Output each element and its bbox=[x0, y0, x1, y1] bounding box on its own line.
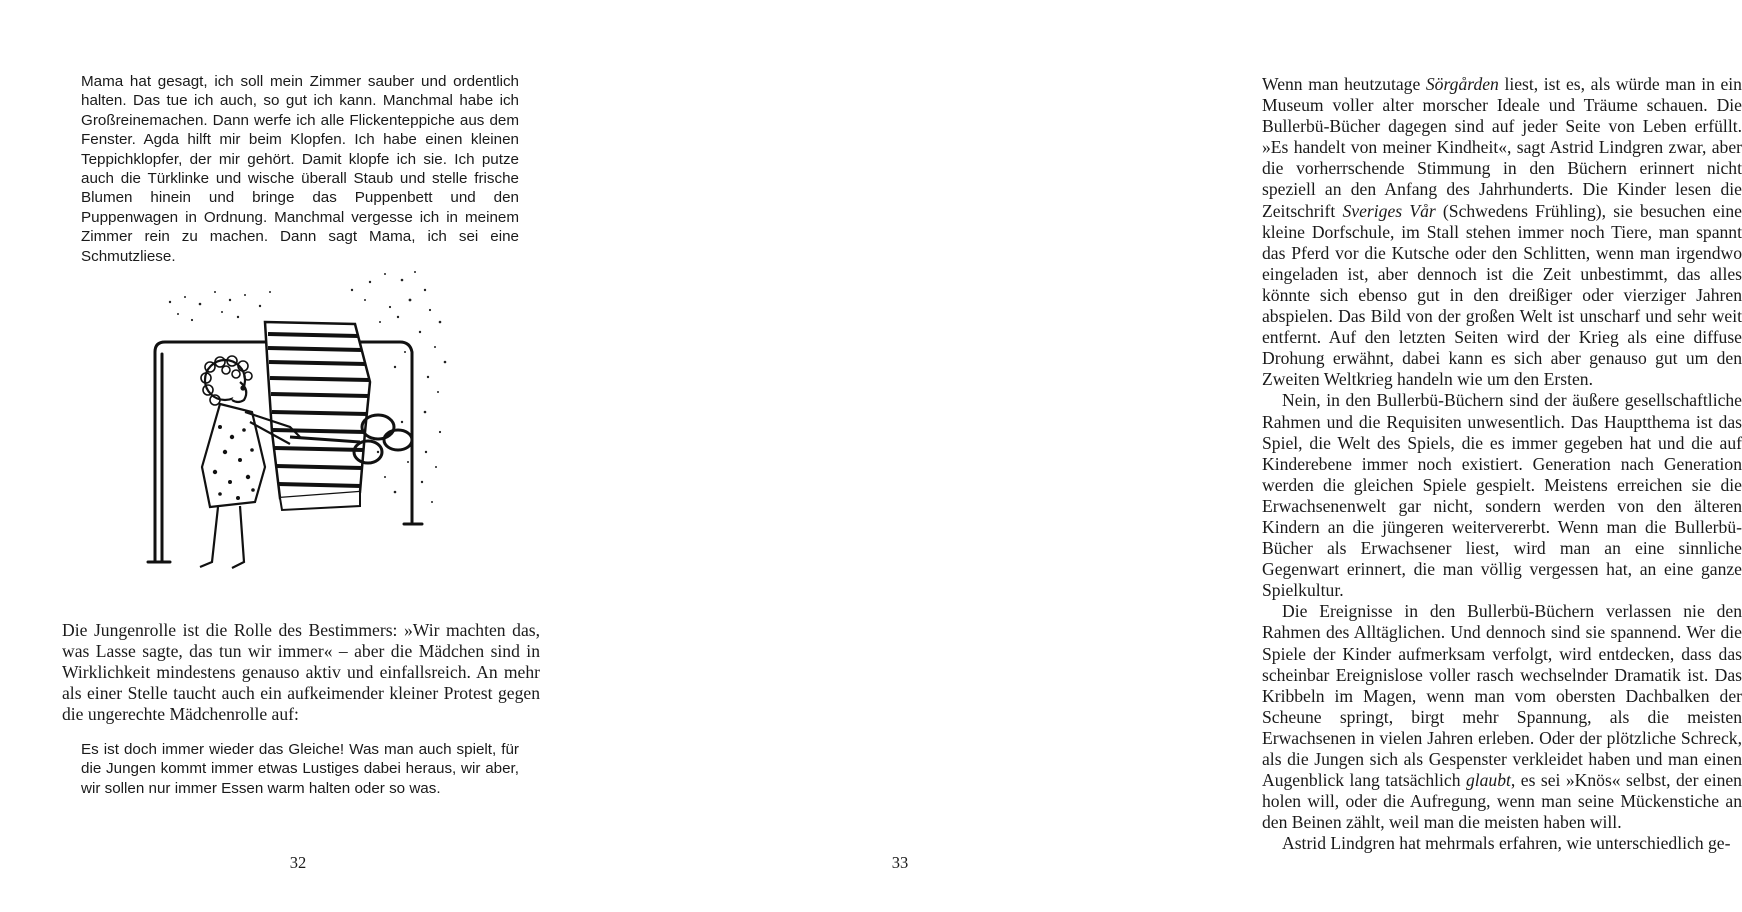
book-title-sorgarden: Sörgården bbox=[1425, 74, 1499, 94]
body-paragraph-left: Die Jungenrolle ist die Rolle des Bestimmers: »Wir machten das, was Lasse sagte, das tun wir immer« – aber die Mädchen sind in Wirklichkeit mindestens genauso aktiv und einfallsreich. An mehr als einer Stelle taucht auch ein aufkeimender kleiner Protest gegen die ungerechte Mädchenrolle auf: bbox=[62, 620, 540, 725]
right-text-block bbox=[1262, 74, 1742, 854]
quote-bottom: Es ist doch immer wieder das Gleiche! Was man auch spielt, für die Jungen kommt immer etwas Lustiges dabei heraus, wir aber, wir sollen nur immer Essen warm halten oder so was. bbox=[81, 741, 519, 797]
left-page bbox=[0, 0, 600, 912]
page-number-right: 33 bbox=[891, 853, 909, 872]
magazine-title: Sveriges Vår bbox=[1342, 200, 1436, 221]
right-page bbox=[600, 0, 1742, 912]
emphasis-glaubt: glaubt bbox=[1465, 770, 1511, 791]
striped-rug bbox=[265, 322, 370, 510]
page-number-left: 32 bbox=[289, 853, 307, 872]
paragraph-2: Nein, in den Bullerbü-Büchern sind der äußere gesellschaftliche Rahmen und die Requisiten unwesentlich. Das Hauptthema ist das Spiel, die Welt des Spiels, die es immer gegeben hat und die auf Kinderebene immer noch existiert. Generation nach Generation werden die gleichen Spiele gespielt. Meistens erreichen sie die Erwachsenenwelt gar nicht, sondern werden von den älteren Kindern an die jüngeren weitervererbt. Wenn man die Bullerbü-Bücher als Erwachsener liest, wird man an eine sinnliche Gegenwart erinnert, die man völlig vergessen hat, an eine ganze Spielkultur. bbox=[1262, 390, 1742, 601]
paragraph-1: Wenn man heutzutage Sörgården liest, ist es, als würde man in ein Museum voller alter morscher Ideale und Träume schauen. Die Bullerbü-Bücher dagegen sind auf jeder Seite von Leben erfüllt. »Es handelt von meiner Kindheit«, sagt Astrid Lindgren zwar, aber die vorherrschende Stimmung in den Büchern erinnert nicht speziell an den Anfang des Jahrhunderts. Die Kinder lesen die Zeitschrift Sveriges Vår (Schwedens Frühling), sie besuchen eine kleine Dorfschule, im Stall stehen immer noch Tiere, man spannt das Pferd vor die Kutsche oder den Schlitten, wenn man irgendwo eingeladen ist, aber dennoch ist die Zeit unbestimmt, das alles könnte sich ebenso gut in den dreißiger oder vierziger Jahren abspielen. Das Bild von der großen Welt ist unscharf und sehr weit entfernt. Auf den letzten Seiten wird der Krieg als eine diffuse Drohung erwähnt, dabei kann es sich aber genauso gut um den Zweiten Weltkrieg handeln wie um den Ersten. bbox=[1262, 74, 1742, 390]
quote-top: Mama hat gesagt, ich soll mein Zimmer sauber und ordentlich halten. Das tue ich auch, so gut ich kann. Manchmal habe ich Großreinemachen. Dann werfe ich alle Flickenteppiche aus dem Fenster. Agda hilft mir beim Klopfen. Ich habe einen kleinen Teppichklopfer, der mir gehört. Damit klopfe ich sie. Ich putze auch die Türklinke und wische überall Staub und stelle frische Blumen hinein und bringe das Puppenbett und den Puppenwagen in Ordnung. Manchmal vergesse ich in meinem Zimmer rein zu machen. Dann sagt Mama, ich sei eine Schmutzliese. bbox=[81, 73, 519, 265]
illustration-girl-beating-rug bbox=[140, 262, 460, 592]
paragraph-4: Astrid Lindgren hat mehrmals erfahren, wie unterschiedlich ge- bbox=[1282, 833, 1731, 854]
paragraph-3: Die Ereignisse in den Bullerbü-Büchern verlassen nie den Rahmen des Alltäglichen. Und dennoch sind sie spannend. Wer die Spiele der Kinder aufmerksam verfolgt, wird entdecken, dass das scheinbar Ereignislose voller rasch wechselnder Dramatik ist. Das Kribbeln im Magen, wenn man vom obersten Dachbalken der Scheune springt, birgt mehr Spannung, als die meisten Erwachsenen in vielen Jahren erleben. Oder der plötzliche Schreck, als die Jungen sich als Gespenster verkleidet haben und man einen Augenblick lang tatsächlich glaubt, es sei »Knös« selbst, der einen holen will, oder die Aufregung, wenn man seine Mückenstiche an den Beinen zählt, weil man die meisten haben will. bbox=[1262, 601, 1742, 833]
